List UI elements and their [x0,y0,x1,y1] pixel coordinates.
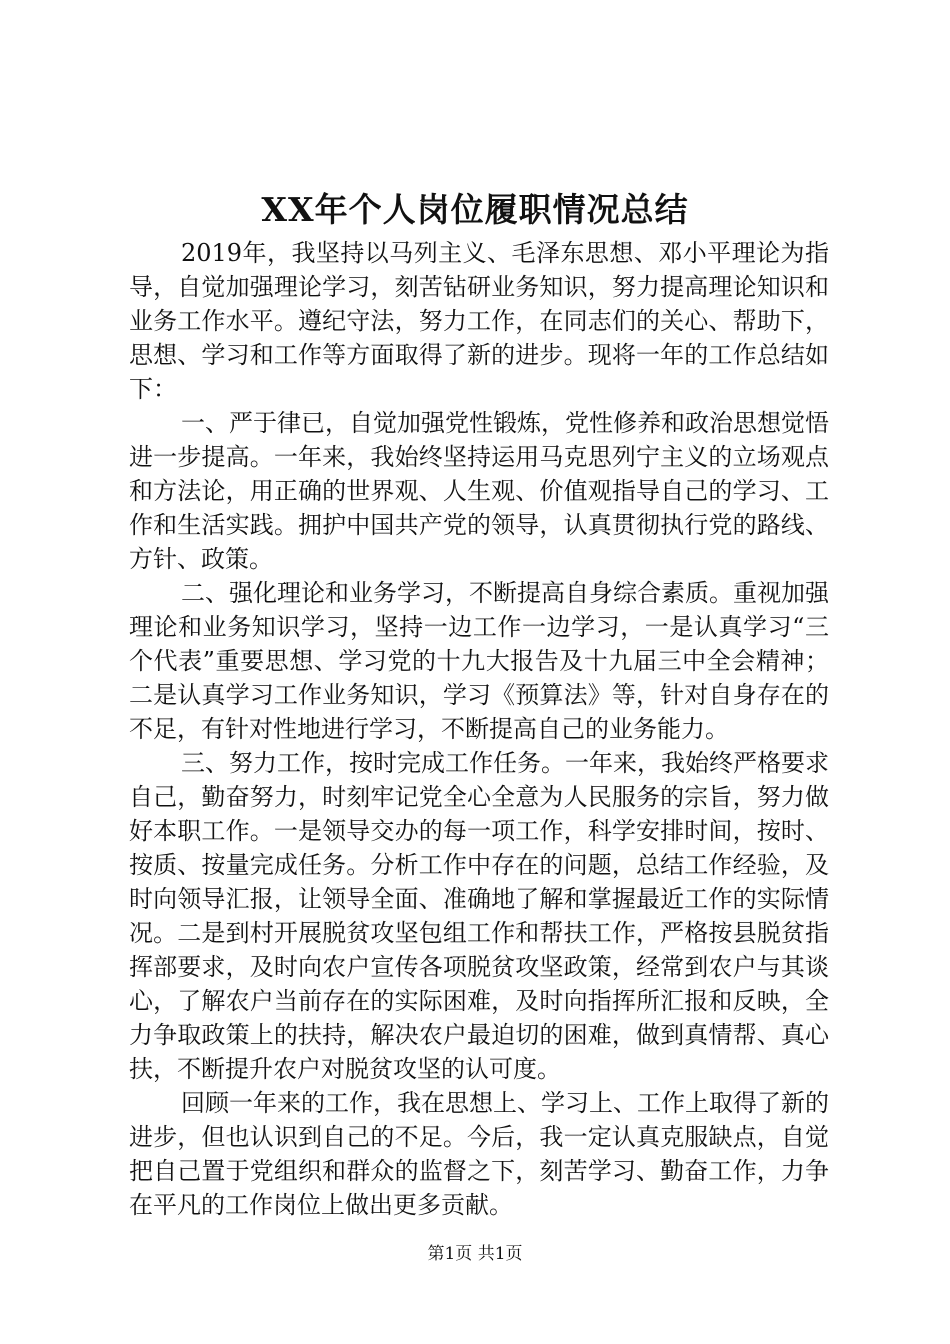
paragraph-section-2: 二、强化理论和业务学习，不断提高自身综合素质。重视加强理论和业务知识学习，坚持一边工作一边学习，一是认真学习“三个代表”重要思想、学习党的十九大报告及十九届三中全会精神；二是认真学习工作业务知识，学习《预算法》等，针对自身存在的不足，有针对性地进行学习，不断提高自己的业务能力。 [129,579,829,743]
document-title: XX年个人岗位履职情况总结 [261,190,689,229]
paragraph-section-1: 一、严于律已，自觉加强党性锻炼，党性修养和政治思想觉悟进一步提高。一年来，我始终坚持运用马克思列宁主义的立场观点和方法论，用正确的世界观、人生观、价值观指导自己的学习、工作和生活实践。拥护中国共产党的领导，认真贯彻执行党的路线、方针、政策。 [129,409,829,573]
paragraph-conclusion: 回顾一年来的工作，我在思想上、学习上、工作上取得了新的进步，但也认识到自己的不足。今后，我一定认真克服缺点，自觉把自己置于党组织和群众的监督之下，刻苦学习、勤奋工作，力争在平凡的工作岗位上做出更多贡献。 [129,1089,829,1219]
paragraph-intro: 2019年，我坚持以马列主义、毛泽东思想、邓小平理论为指导，自觉加强理论学习，刻苦钻研业务知识，努力提高理论知识和业务工作水平。遵纪守法，努力工作，在同志们的关心、帮助下，思想、学习和工作等方面取得了新的进步。现将一年的工作总结如下： [129,239,829,403]
document-body [129,236,829,1222]
paragraph-section-3: 三、努力工作，按时完成工作任务。一年来，我始终严格要求自己，勤奋努力，时刻牢记党全心全意为人民服务的宗旨，努力做好本职工作。一是领导交办的每一项工作，科学安排时间，按时、按质、按量完成任务。分析工作中存在的问题，总结工作经验，及时向领导汇报，让领导全面、准确地了解和掌握最近工作的实际情况。二是到村开展脱贫攻坚包组工作和帮扶工作，严格按县脱贫指挥部要求，及时向农户宣传各项脱贫攻坚政策，经常到农户与其谈心，了解农户当前存在的实际困难，及时向指挥所汇报和反映，全力争取政策上的扶持，解决农户最迫切的困难，做到真情帮、真心扶，不断提升农户对脱贫攻坚的认可度。 [129,749,829,1083]
page-number-footer: 第1页 共1页 [427,1244,523,1264]
